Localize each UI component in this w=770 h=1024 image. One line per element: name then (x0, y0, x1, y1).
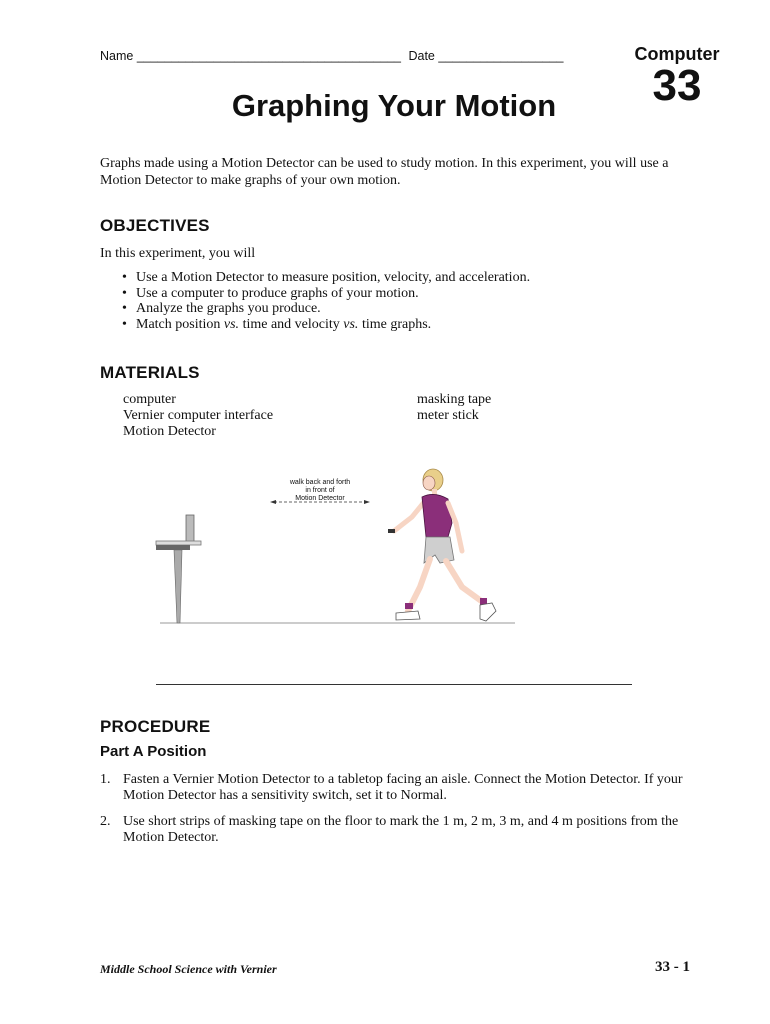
name-date-line (100, 49, 564, 63)
figure-caption: walk back and forth in front of Motion Detector (289, 479, 351, 502)
material-item: Motion Detector (123, 424, 216, 439)
experiment-number: 33 (652, 61, 702, 110)
motion-detector-icon (156, 515, 201, 623)
objectives-lead: In this experiment, you will (100, 246, 256, 261)
material-item: computer (123, 392, 176, 407)
name-field: Name ______________________________________ (100, 49, 401, 63)
procedure-list (100, 772, 700, 856)
footer-page-number: 33 - 1 (655, 959, 690, 975)
intro-paragraph: Graphs made using a Motion Detector can be used to study motion. In this experiment, you will use a Motion Detector to make graphs of your own motion. (100, 156, 669, 188)
list-item: • Match position vs. time and velocity vs. time graphs. (122, 316, 432, 332)
motion-detector-figure (150, 465, 530, 635)
list-item: • Use a Motion Detector to measure position, velocity, and acceleration. (122, 270, 531, 285)
objectives-heading: OBJECTIVES (100, 216, 210, 235)
list-item: • Use a computer to produce graphs of your motion. (122, 285, 419, 301)
materials-left-column (123, 392, 273, 440)
date-field: Date __________________ (408, 49, 564, 63)
material-item: masking tape (417, 392, 492, 407)
list-item: • Analyze the graphs you produce. (122, 301, 321, 316)
footer-book-title: Middle School Science with Vernier (100, 962, 277, 976)
procedure-step: 2. Use short strips of masking tape on the floor to mark the 1 m, 2 m, 3 m, and 4 m positions from the Motion Detector. (100, 814, 679, 845)
procedure-heading: PROCEDURE (100, 717, 211, 736)
materials-heading: MATERIALS (100, 363, 200, 382)
walking-student-icon (388, 469, 496, 621)
materials-right-column (417, 392, 491, 424)
material-item: meter stick (417, 408, 479, 423)
part-a-heading: Part A Position (100, 743, 207, 760)
objectives-list (100, 270, 530, 332)
page-title: Graphing Your Motion (231, 88, 557, 123)
material-item: Vernier computer interface (123, 408, 274, 423)
computer-label: Computer (634, 44, 720, 64)
procedure-step: 1. Fasten a Vernier Motion Detector to a tabletop facing an aisle. Connect the Motion Detector. If your Motion Detector has a sensitivity switch, set it to Normal. (100, 772, 683, 803)
section-divider (156, 684, 632, 685)
